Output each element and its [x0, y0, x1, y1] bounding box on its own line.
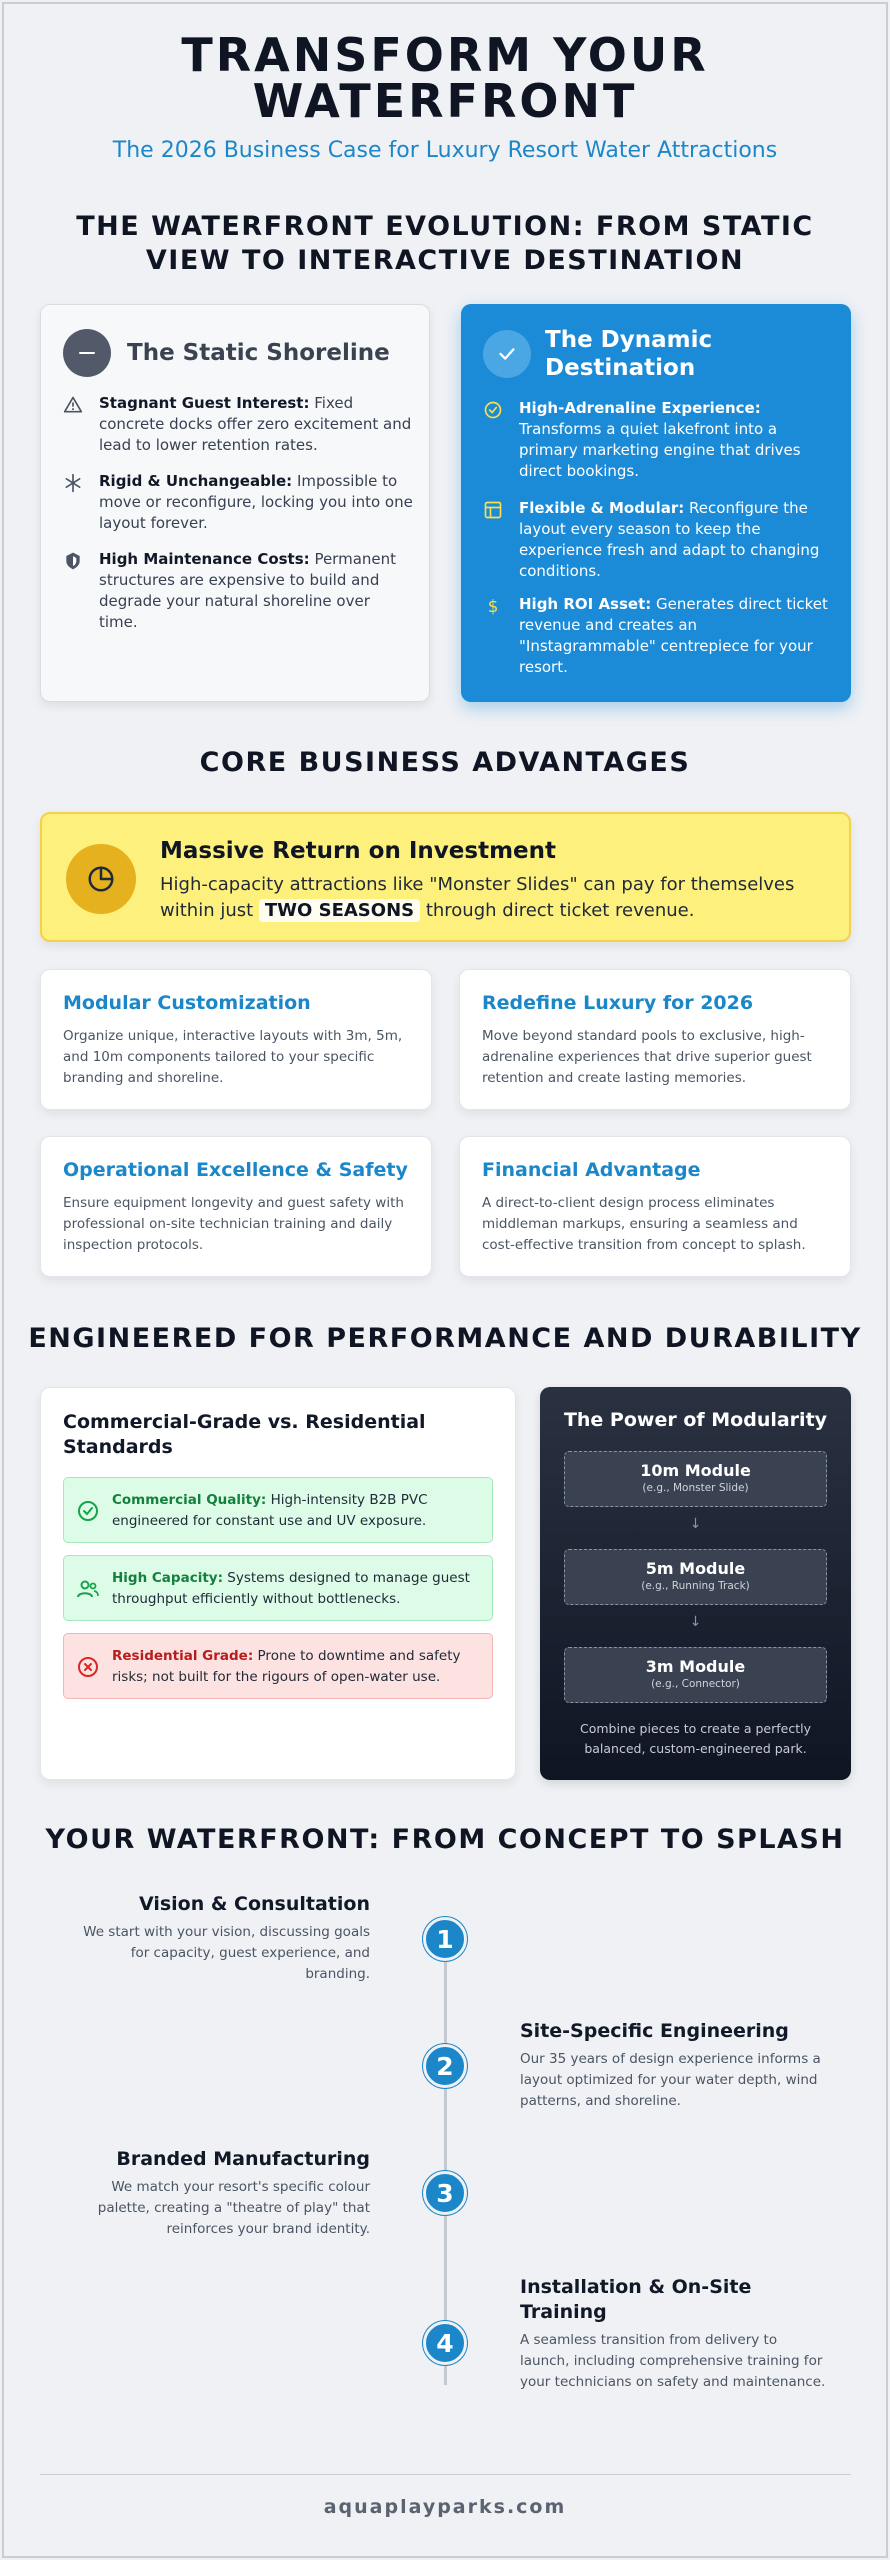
static-item-label: High Maintenance Costs: — [99, 550, 310, 568]
snowflake-icon — [63, 473, 83, 493]
dynamic-item-label: High-Adrenaline Experience: — [519, 399, 761, 417]
roi-card — [40, 812, 851, 942]
roi-text-after: through direct ticket revenue. — [425, 900, 695, 921]
module-name: 10m Module — [640, 1461, 751, 1480]
advantage-text: Ensure equipment longevity and guest safety with professional on-site technician training and daily inspection protocols. — [63, 1195, 404, 1253]
static-item — [63, 549, 413, 633]
pie-chart-icon — [66, 844, 136, 914]
roi-text-before: High-capacity attractions like "Monster Slides" can pay for themselves within just — [160, 874, 795, 921]
svg-text:$: $ — [487, 596, 499, 616]
static-card-title: The Static Shoreline — [127, 340, 390, 366]
static-item-label: Rigid & Unchangeable: — [99, 472, 293, 490]
timeline-step — [70, 1892, 370, 1985]
modularity-footer: Combine pieces to create a perfectly balanced, custom-engineered park. — [580, 1721, 811, 1756]
page-subtitle: The 2026 Business Case for Luxury Resort Water Attractions — [112, 138, 778, 163]
step-text: Our 35 years of design experience informs a layout optimized for your water depth, wind patterns, and shoreline. — [520, 2051, 821, 2109]
step-text: We match your resort's specific colour palette, creating a "theatre of play" that reinforces your brand identity. — [97, 2179, 370, 2237]
module-block — [564, 1549, 827, 1605]
standard-label: High Capacity: — [112, 1570, 223, 1586]
step-text: We start with your vision, discussing goals for capacity, guest experience, and branding. — [83, 1924, 370, 1982]
step-title: Site-Specific Engineering — [520, 2020, 789, 2042]
standard-text: High-intensity B2B PVC engineered for constant use and UV exposure. — [112, 1492, 428, 1529]
step-text: A seamless transition from delivery to launch, including comprehensive training for your technicians on safety and maintenance. — [520, 2332, 826, 2390]
module-example: (e.g., Running Track) — [641, 1580, 750, 1592]
check-circle-icon — [483, 400, 503, 420]
roi-title: Massive Return on Investment — [160, 838, 556, 864]
advantage-card — [40, 1136, 432, 1277]
standard-item — [63, 1477, 493, 1543]
step-number: 4 — [423, 2321, 467, 2365]
timeline-step — [70, 2147, 370, 2240]
users-icon — [76, 1577, 100, 1601]
standard-item — [63, 1633, 493, 1699]
timeline-heading: YOUR WATERFRONT: FROM CONCEPT TO SPLASH — [45, 1824, 845, 1855]
check-icon — [483, 330, 531, 378]
dynamic-item — [483, 594, 833, 678]
module-block — [564, 1647, 827, 1703]
standard-label: Commercial Quality: — [112, 1492, 267, 1508]
arrow-down-icon: ↓ — [689, 1614, 702, 1630]
dynamic-item-text: Transforms a quiet lakefront into a primary marketing engine that drives direct bookings. — [519, 420, 801, 480]
static-item — [63, 393, 413, 456]
minus-icon — [63, 329, 111, 377]
advantage-title: Modular Customization — [63, 992, 311, 1014]
module-example: (e.g., Monster Slide) — [642, 1482, 749, 1494]
advantage-text: A direct-to-client design process eliminates middleman markups, ensuring a seamless and cost-effective transition from concept to splash. — [482, 1195, 806, 1253]
static-item-text: Impossible to move or reconfigure, locking you into one layout forever. — [99, 472, 413, 532]
standard-text: Prone to downtime and safety risks; not built for the rigours of open-water use. — [112, 1648, 461, 1685]
roi-highlight: TWO SEASONS — [259, 899, 420, 922]
step-title: Branded Manufacturing — [116, 2148, 370, 2170]
standards-title: Commercial-Grade vs. Residential Standards — [63, 1411, 426, 1458]
static-item-text: Permanent structures are expensive to build and degrade your natural shoreline over time. — [99, 550, 397, 631]
page-title: TRANSFORM YOUR WATERFRONT — [181, 28, 709, 128]
advantage-title: Financial Advantage — [482, 1159, 701, 1181]
module-example: (e.g., Connector) — [651, 1678, 740, 1690]
layout-icon — [483, 500, 503, 520]
standard-text: Systems designed to manage guest throughput efficiently without bottlenecks. — [112, 1570, 470, 1607]
step-title: Installation & On-Site Training — [520, 2276, 752, 2323]
advantages-heading: CORE BUSINESS ADVANTAGES — [199, 747, 691, 778]
dynamic-item-label: Flexible & Modular: — [519, 499, 685, 517]
dynamic-item-text: Reconfigure the layout every season to keep the experience fresh and adapt to changing conditions. — [519, 499, 820, 580]
roi-text — [160, 872, 820, 924]
step-number: 1 — [423, 1917, 467, 1961]
standards-card — [40, 1387, 516, 1780]
advantage-title: Redefine Luxury for 2026 — [482, 992, 754, 1014]
modularity-card — [540, 1387, 851, 1780]
static-item-text: Fixed concrete docks offer zero excitement and lead to lower retention rates. — [99, 394, 412, 454]
advantage-card — [459, 1136, 851, 1277]
footer-link[interactable]: aquaplayparks.com — [323, 2496, 567, 2518]
dynamic-item — [483, 398, 833, 482]
module-name: 3m Module — [645, 1657, 746, 1676]
footer-divider — [40, 2474, 851, 2475]
warning-icon — [63, 395, 83, 415]
x-circle-icon — [76, 1655, 100, 1679]
static-item-label: Stagnant Guest Interest: — [99, 394, 310, 412]
standard-label: Residential Grade: — [112, 1648, 254, 1664]
advantage-card — [40, 969, 432, 1110]
advantage-text: Move beyond standard pools to exclusive, high-adrenaline experiences that drive superior guest retention and create lasting memories. — [482, 1028, 812, 1086]
step-number: 2 — [423, 2044, 467, 2088]
step-number: 3 — [423, 2171, 467, 2215]
timeline-step — [520, 2019, 830, 2112]
dollar-icon — [483, 596, 503, 616]
check-circle-icon — [76, 1499, 100, 1523]
advantage-text: Organize unique, interactive layouts with 3m, 5m, and 10m components tailored to your specific branding and shoreline. — [63, 1028, 403, 1086]
shield-icon — [63, 551, 83, 571]
dynamic-item-text: Generates direct ticket revenue and creates an "Instagrammable" centrepiece for your resort. — [519, 595, 828, 676]
timeline-line — [444, 1935, 447, 2385]
static-item — [63, 471, 413, 534]
step-title: Vision & Consultation — [138, 1893, 370, 1915]
performance-heading: ENGINEERED FOR PERFORMANCE AND DURABILITY — [28, 1323, 862, 1354]
dynamic-card-title: The Dynamic Destination — [545, 327, 713, 381]
evolution-heading: THE WATERFRONT EVOLUTION: FROM STATIC VIEW TO INTERACTIVE DESTINATION — [76, 211, 814, 276]
advantage-card — [459, 969, 851, 1110]
modularity-title: The Power of Modularity — [563, 1409, 828, 1431]
dynamic-item — [483, 498, 833, 582]
standard-item — [63, 1555, 493, 1621]
static-shoreline-card — [40, 304, 430, 702]
dynamic-destination-card — [461, 304, 851, 702]
module-block — [564, 1451, 827, 1507]
advantage-title: Operational Excellence & Safety — [63, 1159, 408, 1181]
module-name: 5m Module — [645, 1559, 746, 1578]
arrow-down-icon: ↓ — [689, 1516, 702, 1532]
dynamic-item-label: High ROI Asset: — [519, 595, 652, 613]
timeline-step — [520, 2275, 830, 2393]
